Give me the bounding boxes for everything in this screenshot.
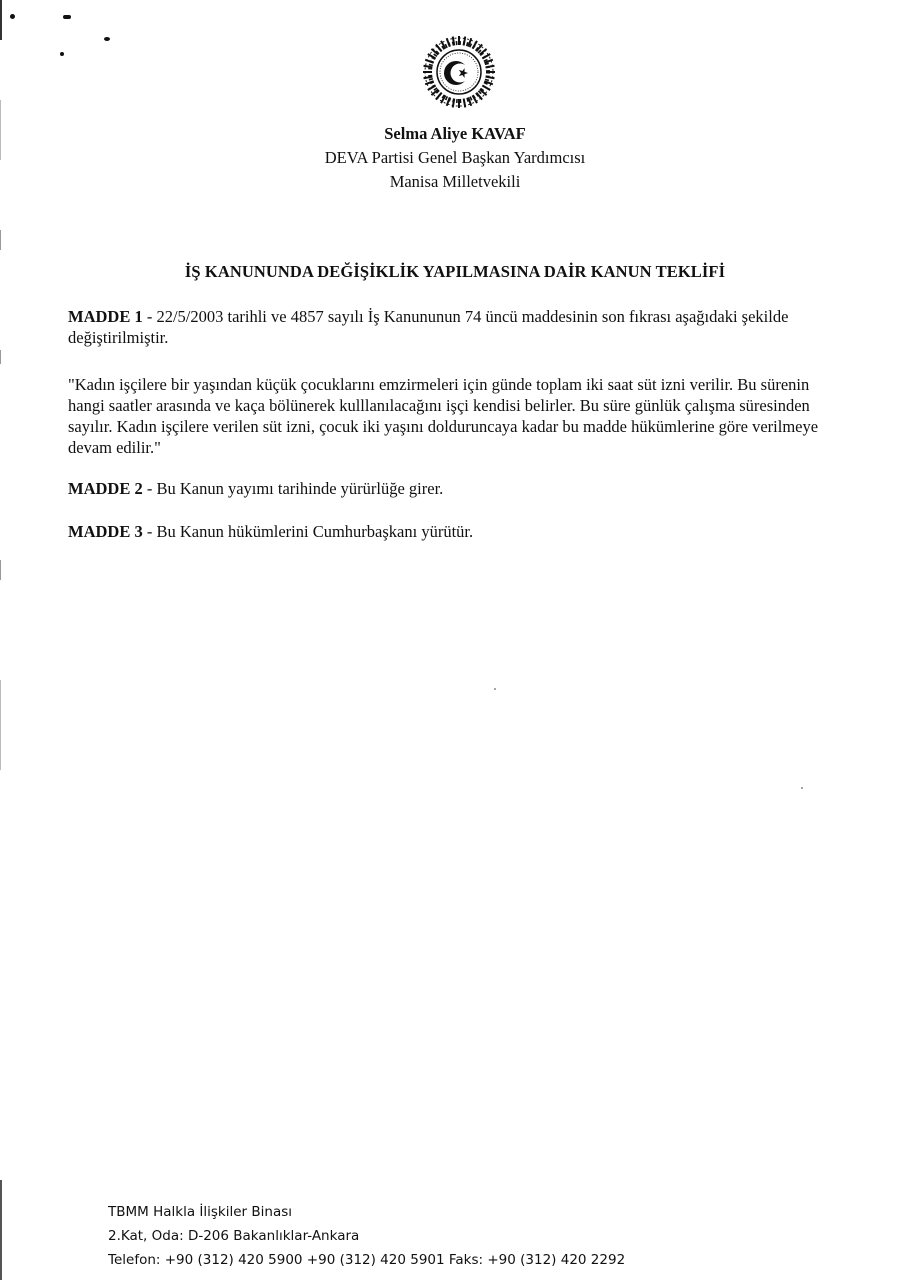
scan-speck [104,37,110,41]
footer-address: 2.Kat, Oda: D-206 Bakanlıklar-Ankara [108,1228,360,1244]
contact-footer [108,1200,808,1272]
scan-edge-mark [0,0,2,40]
article-3-text: - Bu Kanun hükümlerini Cumhurbaşkanı yürütür. [142,522,474,541]
author-position: DEVA Partisi Genel Başkan Yardımcısı [324,148,586,167]
scan-speck [494,688,496,690]
article-1 [68,306,850,348]
scan-edge-mark [0,350,1,364]
scan-edge-mark [0,680,1,770]
article-3-label: MADDE 3 [68,522,143,541]
article-2 [68,478,850,499]
author-name: Selma Aliye KAVAF [384,124,526,143]
article-1-text: - 22/5/2003 tarihli ve 4857 sayılı İş Kanununun 74 üncü maddesinin son fıkrası aşağıdaki şekilde değiştirilmiştir. [68,307,789,347]
scan-edge-mark [0,1180,2,1280]
article-3 [68,521,850,542]
footer-building: TBMM Halkla İlişkiler Binası [108,1204,293,1220]
scan-edge-mark [0,230,1,250]
article-2-label: MADDE 2 [68,479,143,498]
scan-speck [10,14,15,19]
scan-speck [801,787,803,789]
document-title: İŞ KANUNUNDA DEĞİŞİKLİK YAPILMASINA DAİR KANUN TEKLİFİ [184,262,726,281]
article-2-text: - Bu Kanun yayımı tarihinde yürürlüğe girer. [142,479,444,498]
scan-edge-mark [0,560,1,580]
scan-speck [63,15,71,19]
scan-speck [60,52,64,56]
author-constituency: Manisa Milletvekili [389,172,521,191]
footer-phones: Telefon: +90 (312) 420 5900 +90 (312) 420 5901 Faks: +90 (312) 420 2292 [108,1252,626,1268]
tbmm-seal-icon [421,34,497,110]
amended-paragraph-quote: "Kadın işçilere bir yaşından küçük çocuklarını emzirmeleri için günde toplam iki saat süt izni verilir. Bu sürenin hangi saatler arasında ve kaça bölünerek kulllanılacağını işçi kendisi belirler. Bu süre günlük çalışma süresinden sayılır. Kadın işçilere verilen süt izni, çocuk iki yaşını dolduruncaya kadar bu madde hükümlerine göre verilmeye devam edilir." [68,375,819,457]
author-header [0,122,910,194]
article-1-label: MADDE 1 [68,307,143,326]
